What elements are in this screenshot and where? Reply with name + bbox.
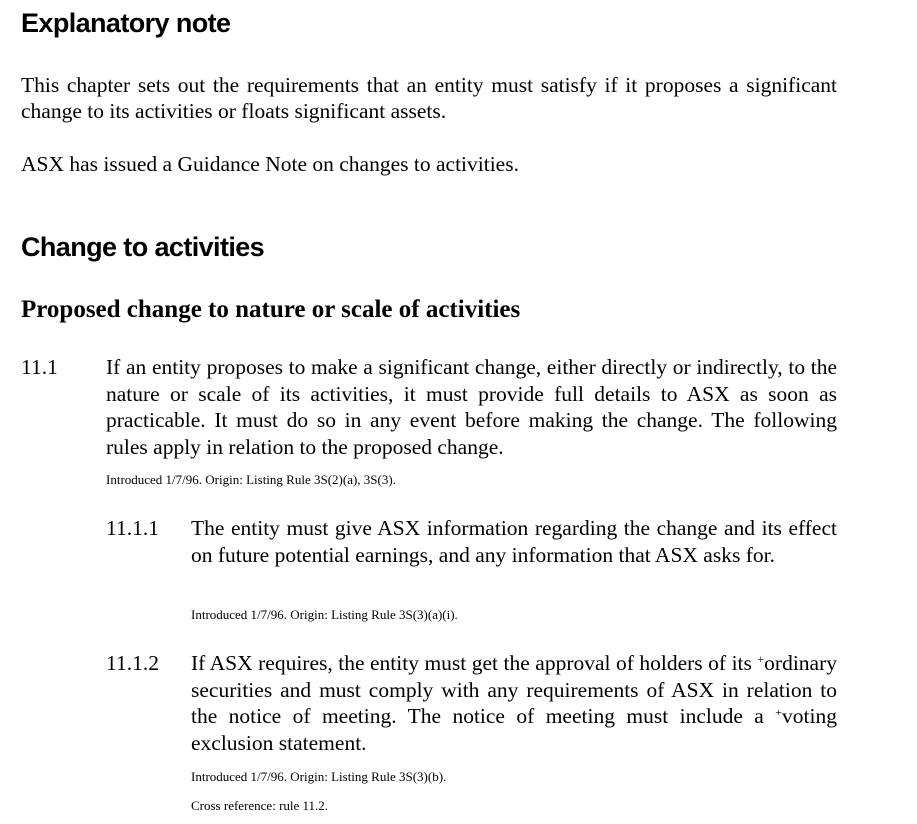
rule-text: [191, 650, 837, 756]
rule-history-note: Introduced 1/7/96. Origin: Listing Rule 3S(3)(b).: [191, 769, 447, 784]
proposed-change-subheading: Proposed change to nature or scale of activities: [21, 296, 521, 323]
rule-number: 11.1.1: [106, 516, 159, 540]
rule-number: 11.1: [21, 355, 58, 379]
rule-text-part-1: If ASX requires, the entity must get the approval of holders of its: [191, 651, 758, 675]
cross-reference-note: Cross reference: rule 11.2.: [191, 798, 329, 813]
rule-text: The entity must give ASX information regarding the change and its effect on future potential earnings, and any information that ASX asks for.: [191, 516, 837, 567]
rule-number: 11.1.2: [106, 651, 159, 675]
plus-marker: +: [757, 652, 765, 666]
explanatory-paragraph-1: This chapter sets out the requirements that an entity must satisfy if it proposes a significant change to its activities or floats significant assets.: [21, 73, 837, 123]
rule-text-part-2: ordinary securities and must comply with any requirements of ASX in relation to the notice of meeting. The notice of meeting must include a: [191, 651, 837, 728]
plus-marker: +: [775, 705, 783, 719]
rule-text-part-3: voting exclusion statement.: [191, 704, 837, 755]
explanatory-note-heading: Explanatory note: [21, 8, 231, 38]
change-to-activities-heading: Change to activities: [21, 232, 265, 262]
rule-text: If an entity proposes to make a significant change, either directly or indirectly, to the nature or scale of its activities, it must provide full details to ASX as soon as practicable. It must do so in any event before making the change. The following rules apply in relation to the proposed change.: [106, 355, 837, 459]
rule-history-note: Introduced 1/7/96. Origin: Listing Rule 3S(3)(a)(i).: [191, 607, 458, 622]
explanatory-paragraph-2: ASX has issued a Guidance Note on changes to activities.: [21, 152, 519, 176]
rule-history-note: Introduced 1/7/96. Origin: Listing Rule 3S(2)(a), 3S(3).: [106, 472, 396, 487]
